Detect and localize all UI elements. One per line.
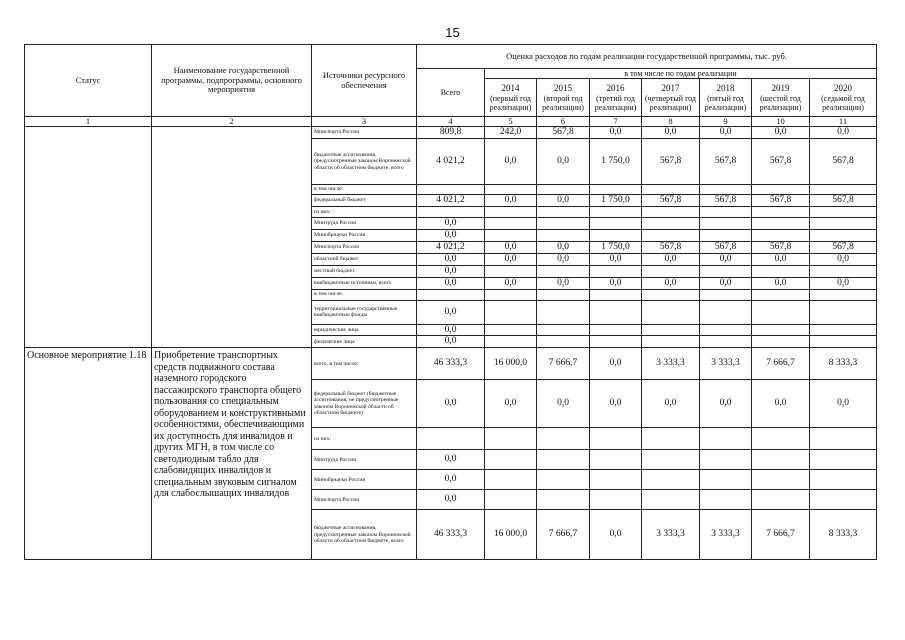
year-value-cell	[700, 490, 752, 510]
year-value-cell: 567,8	[700, 139, 752, 185]
year-value-cell	[485, 300, 537, 324]
year-value-cell: 1 750,0	[590, 139, 642, 185]
year-value-cell: 0,0	[642, 380, 700, 428]
year-value-cell	[810, 428, 877, 450]
year-value-cell: 567,8	[810, 195, 877, 207]
year-value-cell: 0,0	[752, 127, 810, 139]
total-value-cell: 0,0	[417, 300, 485, 324]
year-value-cell: 567,8	[752, 139, 810, 185]
year-value-cell	[642, 470, 700, 490]
total-value-cell: 0,0	[417, 253, 485, 265]
column-index: 4	[417, 117, 485, 127]
total-value-cell: 0,0	[417, 324, 485, 336]
source-cell: бюджетные ассигнования, предусмотренные законом Воронежской области об областном бюджете, всего	[312, 139, 417, 185]
year-value-cell	[590, 265, 642, 277]
year-value-cell: 3 333,3	[700, 510, 752, 560]
total-value-cell: 0,0	[417, 218, 485, 230]
year-value-cell: 0,0	[810, 380, 877, 428]
year-value-cell: 567,8	[700, 241, 752, 253]
year-value-cell	[810, 265, 877, 277]
year-value-cell	[700, 300, 752, 324]
year-value-cell	[590, 450, 642, 470]
year-value-cell	[642, 229, 700, 241]
year-value-cell: 0,0	[642, 277, 700, 289]
year-number: 2020	[834, 83, 852, 94]
year-value-cell	[642, 265, 700, 277]
year-value-cell	[700, 207, 752, 218]
year-label: (первый год реализации)	[489, 93, 532, 112]
year-value-cell	[642, 450, 700, 470]
header-total: Всего	[417, 69, 485, 117]
year-value-cell: 567,8	[537, 127, 590, 139]
source-cell: территориальные государственные внебюджетные фонды	[312, 300, 417, 324]
total-value-cell: 0,0	[417, 450, 485, 470]
table-row	[25, 348, 877, 380]
year-value-cell	[590, 300, 642, 324]
year-value-cell	[642, 336, 700, 348]
year-value-cell	[485, 207, 537, 218]
year-value-cell	[485, 229, 537, 241]
year-value-cell: 242,0	[485, 127, 537, 139]
year-value-cell: 7 666,7	[537, 348, 590, 380]
year-value-cell: 0,0	[537, 195, 590, 207]
year-value-cell	[700, 428, 752, 450]
year-value-cell	[590, 336, 642, 348]
year-value-cell	[752, 218, 810, 230]
year-value-cell: 0,0	[537, 380, 590, 428]
source-cell: внебюджетные источники, всего	[312, 277, 417, 289]
year-value-cell	[537, 490, 590, 510]
year-value-cell	[700, 289, 752, 300]
year-value-cell: 0,0	[642, 127, 700, 139]
year-value-cell: 0,0	[537, 241, 590, 253]
year-value-cell	[642, 207, 700, 218]
total-value-cell: 809,8	[417, 127, 485, 139]
year-label: (четвертый год реализации)	[645, 93, 696, 112]
status-cell: Основное мероприятие 1.18	[25, 348, 152, 560]
source-cell: местный бюджет	[312, 265, 417, 277]
year-value-cell	[590, 428, 642, 450]
total-value-cell: 46 333,3	[417, 510, 485, 560]
name-cell	[152, 127, 312, 348]
year-value-cell: 8 333,3	[810, 510, 877, 560]
year-value-cell	[752, 490, 810, 510]
total-value-cell: 4 021,2	[417, 139, 485, 185]
column-index: 7	[590, 117, 642, 127]
source-cell: из них:	[312, 428, 417, 450]
year-label: (шестой год реализации)	[759, 93, 802, 112]
year-value-cell	[752, 265, 810, 277]
year-value-cell	[810, 470, 877, 490]
year-value-cell: 0,0	[485, 139, 537, 185]
year-value-cell	[810, 324, 877, 336]
year-number: 2015	[554, 83, 572, 94]
year-value-cell	[537, 470, 590, 490]
year-value-cell: 0,0	[810, 253, 877, 265]
year-value-cell: 7 666,7	[537, 510, 590, 560]
year-value-cell: 0,0	[700, 380, 752, 428]
year-value-cell	[810, 229, 877, 241]
source-cell: Минтруда России	[312, 218, 417, 230]
year-value-cell	[590, 229, 642, 241]
source-cell: в том числе:	[312, 185, 417, 195]
year-value-cell	[642, 300, 700, 324]
year-number: 2017	[661, 83, 680, 94]
year-value-cell	[485, 218, 537, 230]
year-value-cell	[752, 324, 810, 336]
year-value-cell	[810, 450, 877, 470]
total-value-cell: 0,0	[417, 229, 485, 241]
year-number: 2019	[771, 83, 790, 94]
year-value-cell	[537, 185, 590, 195]
year-value-cell	[590, 185, 642, 195]
year-value-cell	[752, 428, 810, 450]
year-value-cell	[642, 428, 700, 450]
total-value-cell: 0,0	[417, 265, 485, 277]
year-value-cell	[537, 229, 590, 241]
column-index: 6	[537, 117, 590, 127]
header-year-2015	[537, 79, 590, 117]
total-value-cell	[417, 428, 485, 450]
source-cell: Минобрнауки России	[312, 229, 417, 241]
year-value-cell	[537, 428, 590, 450]
year-value-cell	[485, 265, 537, 277]
header-estimate: Оценка расходов по годам реализации государственной программы, тыс. руб.	[417, 45, 877, 69]
source-cell: Минтруда России	[312, 450, 417, 470]
total-value-cell: 0,0	[417, 380, 485, 428]
year-label: (пятый год реализации)	[704, 93, 747, 112]
year-value-cell	[810, 300, 877, 324]
year-value-cell	[700, 218, 752, 230]
year-value-cell	[590, 490, 642, 510]
year-value-cell: 7 666,7	[752, 510, 810, 560]
year-value-cell	[752, 229, 810, 241]
year-value-cell	[700, 265, 752, 277]
year-value-cell	[537, 289, 590, 300]
year-value-cell	[537, 300, 590, 324]
year-value-cell	[642, 289, 700, 300]
year-value-cell: 0,0	[810, 277, 877, 289]
year-value-cell	[700, 450, 752, 470]
year-value-cell	[810, 490, 877, 510]
year-value-cell	[700, 185, 752, 195]
year-value-cell: 16 000,0	[485, 510, 537, 560]
year-value-cell	[590, 207, 642, 218]
year-value-cell: 567,8	[700, 195, 752, 207]
year-value-cell	[485, 289, 537, 300]
year-value-cell	[810, 185, 877, 195]
year-value-cell: 0,0	[537, 139, 590, 185]
year-label: (седьмой год реализации)	[821, 93, 865, 112]
year-value-cell	[810, 218, 877, 230]
name-cell: Приобретение транспортных средств подвижного состава наземного городского пассажирского транспорта общего пользования со специальным оборудованием и конструктивными особенностями, обеспечивающими их доступность для инвалидов и других МГН, в том числе со светодиодным табло для слабовидящих инвалидов и специальным звуковым сигналом для слабослышащих инвалидов	[152, 348, 312, 560]
year-value-cell	[752, 300, 810, 324]
year-value-cell: 3 333,3	[642, 348, 700, 380]
year-value-cell	[590, 289, 642, 300]
year-value-cell: 0,0	[700, 277, 752, 289]
total-value-cell	[417, 207, 485, 218]
header-sources: Источники ресурсного обеспечения	[312, 45, 417, 117]
year-value-cell	[537, 218, 590, 230]
column-index: 11	[810, 117, 877, 127]
total-value-cell	[417, 185, 485, 195]
year-value-cell: 0,0	[752, 277, 810, 289]
year-value-cell: 567,8	[810, 241, 877, 253]
column-index-row	[25, 117, 877, 127]
column-index: 3	[312, 117, 417, 127]
year-value-cell	[537, 324, 590, 336]
source-cell: Минобрнауки России	[312, 470, 417, 490]
year-value-cell	[485, 470, 537, 490]
header-year-2016	[590, 79, 642, 117]
year-value-cell	[752, 207, 810, 218]
year-value-cell: 567,8	[642, 139, 700, 185]
header-year-2017	[642, 79, 700, 117]
total-value-cell: 0,0	[417, 277, 485, 289]
year-value-cell: 0,0	[810, 127, 877, 139]
header-year-2018	[700, 79, 752, 117]
year-value-cell: 8 333,3	[810, 348, 877, 380]
table-row	[25, 127, 877, 139]
column-index: 2	[152, 117, 312, 127]
header-by-years: в том числе по годам реализации	[485, 69, 877, 79]
source-cell: федеральный бюджет	[312, 195, 417, 207]
year-value-cell: 0,0	[485, 277, 537, 289]
source-cell: Минспорта России	[312, 127, 417, 139]
year-value-cell: 0,0	[590, 127, 642, 139]
source-cell: в том числе:	[312, 289, 417, 300]
year-value-cell	[700, 336, 752, 348]
header-year-2014	[485, 79, 537, 117]
year-value-cell	[537, 207, 590, 218]
year-value-cell	[590, 324, 642, 336]
year-value-cell: 0,0	[537, 277, 590, 289]
source-cell: всего, в том числе:	[312, 348, 417, 380]
budget-table	[24, 44, 877, 560]
year-value-cell	[752, 336, 810, 348]
year-value-cell: 0,0	[752, 380, 810, 428]
year-value-cell: 0,0	[485, 380, 537, 428]
column-index: 9	[700, 117, 752, 127]
year-value-cell: 0,0	[485, 241, 537, 253]
year-value-cell: 0,0	[590, 277, 642, 289]
total-value-cell: 4 021,2	[417, 195, 485, 207]
year-value-cell: 1 750,0	[590, 241, 642, 253]
header-row-1	[25, 45, 877, 69]
year-value-cell	[752, 185, 810, 195]
year-value-cell	[485, 185, 537, 195]
year-value-cell: 0,0	[700, 253, 752, 265]
column-index: 1	[25, 117, 152, 127]
year-value-cell	[537, 265, 590, 277]
year-value-cell	[642, 218, 700, 230]
year-value-cell: 567,8	[752, 195, 810, 207]
source-cell: федеральный бюджет (бюджетные ассигнования, не предусмотренные законом Воронежской области об областном бюджете)	[312, 380, 417, 428]
year-value-cell	[700, 229, 752, 241]
year-value-cell: 7 666,7	[752, 348, 810, 380]
source-cell: юридические лица	[312, 324, 417, 336]
year-value-cell: 3 333,3	[700, 348, 752, 380]
year-value-cell	[642, 490, 700, 510]
source-cell: областной бюджет	[312, 253, 417, 265]
year-value-cell	[810, 207, 877, 218]
year-value-cell: 567,8	[752, 241, 810, 253]
year-value-cell	[752, 470, 810, 490]
year-value-cell	[752, 450, 810, 470]
year-number: 2014	[501, 83, 520, 94]
source-cell: физические лица	[312, 336, 417, 348]
header-status: Статус	[25, 45, 152, 117]
column-index: 10	[752, 117, 810, 127]
year-value-cell	[485, 336, 537, 348]
year-label: (третий год реализации)	[594, 93, 637, 112]
year-value-cell: 3 333,3	[642, 510, 700, 560]
year-value-cell	[485, 450, 537, 470]
header-year-2020	[810, 79, 877, 117]
total-value-cell	[417, 289, 485, 300]
page-number: 15	[445, 25, 460, 40]
year-value-cell: 567,8	[810, 139, 877, 185]
year-value-cell: 0,0	[700, 127, 752, 139]
year-value-cell	[752, 289, 810, 300]
year-number: 2016	[606, 83, 625, 94]
column-index: 5	[485, 117, 537, 127]
year-value-cell	[700, 324, 752, 336]
year-value-cell	[590, 218, 642, 230]
header-year-2019	[752, 79, 810, 117]
year-value-cell	[590, 470, 642, 490]
year-number: 2018	[716, 83, 735, 94]
year-value-cell	[485, 324, 537, 336]
year-value-cell: 0,0	[590, 253, 642, 265]
year-value-cell	[537, 336, 590, 348]
year-value-cell: 567,8	[642, 241, 700, 253]
year-value-cell	[810, 336, 877, 348]
year-label: (второй год реализации)	[542, 93, 584, 112]
year-value-cell	[485, 490, 537, 510]
column-index: 8	[642, 117, 700, 127]
status-cell	[25, 127, 152, 348]
year-value-cell: 0,0	[537, 253, 590, 265]
total-value-cell: 4 021,2	[417, 241, 485, 253]
total-value-cell: 0,0	[417, 470, 485, 490]
year-value-cell	[642, 324, 700, 336]
year-value-cell: 0,0	[485, 253, 537, 265]
year-value-cell	[485, 428, 537, 450]
source-cell: Минспорта России	[312, 490, 417, 510]
year-value-cell: 0,0	[752, 253, 810, 265]
year-value-cell	[642, 185, 700, 195]
year-value-cell: 0,0	[590, 510, 642, 560]
year-value-cell	[537, 450, 590, 470]
source-cell: Минспорта России	[312, 241, 417, 253]
year-value-cell	[700, 470, 752, 490]
year-value-cell: 1 750,0	[590, 195, 642, 207]
year-value-cell	[810, 289, 877, 300]
year-value-cell: 0,0	[590, 380, 642, 428]
year-value-cell: 0,0	[642, 253, 700, 265]
header-name: Наименование государственной программы, подпрограммы, основного мероприятия	[152, 45, 312, 117]
year-value-cell: 16 000,0	[485, 348, 537, 380]
total-value-cell: 0,0	[417, 336, 485, 348]
source-cell: из них:	[312, 207, 417, 218]
year-value-cell: 567,8	[642, 195, 700, 207]
year-value-cell: 0,0	[590, 348, 642, 380]
total-value-cell: 0,0	[417, 490, 485, 510]
source-cell: бюджетные ассигнования, предусмотренные законом Воронежской области об областном бюджете, всего	[312, 510, 417, 560]
year-value-cell: 0,0	[485, 195, 537, 207]
total-value-cell: 46 333,3	[417, 348, 485, 380]
